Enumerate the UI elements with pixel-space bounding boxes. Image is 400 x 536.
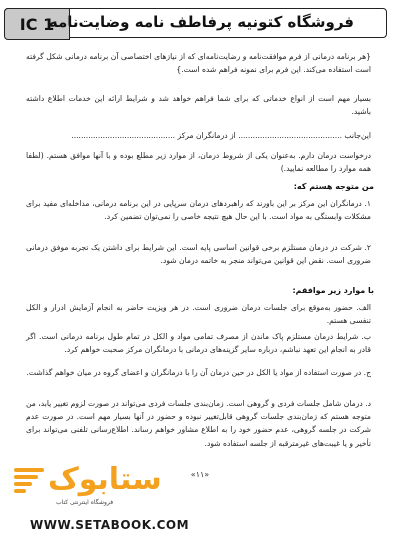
understand-item-2: ۲. شرکت در درمان مستلزم برخی قوانین اساسی پایه است. این شرایط برای داشتن یک تجربه موفق درمانی ضروری است. نقض این قوانین می‌تواند منجر به خاتمه درمان شود. [26, 243, 371, 266]
chapter-title: فروشگاه کتونیه پرفاطف نامه وضایت‌نامه [48, 13, 354, 31]
setabook-logo [14, 462, 164, 512]
agree-item-d: د. درمان شامل جلسات فردی و گروهی است. زمان‌بندی جلسات فردی می‌تواند در صورت لزوم تغییر یابد، من متوجه هستم که زمان‌بندی جلسات گروهی قابل‌تغییر نبوده و حضور در آنها بسیار مهم است. در صورت عدم شرکت در جلسه گروهی، عدم حضور خود را به اطلاع مشاور خواهم رساند. اطلاع‌رسانی تلفنی می‌تواند برای تأخیر و یا غیبت‌های غیرمترقبه از جلسه استفاده شود. [26, 399, 371, 448]
logo-bars-icon [14, 468, 48, 496]
logo-wordmark: ستابوک [48, 462, 162, 497]
agree-item-c: ج. در صورت استفاده از مواد یا الکل در حین درمان آن را با درمانگران و اعضای گروه در میان خواهم گذاشت. [26, 368, 371, 377]
consent-line-2: درخواست درمان دارم. به‌عنوان یکی از شروط درمان، از موارد زیر مطلع بوده و با آنها موافق هستم. (لطفا همه موارد را مطالعه نمایید.) [26, 151, 371, 174]
chapter-header [4, 8, 387, 38]
consent-line-1: این‌جانب ........................................... از درمانگران مرکز ........................................... [71, 131, 371, 140]
website-url: WWW.SETABOOK.COM [30, 518, 190, 532]
understand-item-1: ۱. درمانگران این مرکز بر این باورند که راهبردهای درمان سرپایی در این برنامه درمانی، مداخله‌ای مفید برای مشکلات وابستگی به مواد است. با این حال هیچ نتیجه خاصی را نمی‌توان تضمین کرد. [26, 199, 371, 222]
chapter-badge: IC 1 [4, 8, 70, 40]
agree-item-a: الف. حضور به‌موقع برای جلسات درمان ضروری است. در هر ویزیت حاضر به انجام آزمایش ادرار و الکل تنفسی هستم. [26, 303, 371, 326]
logo-tagline: فروشگاه اینترنتی کتاب [56, 499, 114, 506]
section-heading-agree: با موارد زیر موافقم: [292, 286, 374, 295]
page-number: «۱۱» [190, 470, 210, 479]
section-heading-understand: من متوجه هستم که: [293, 182, 374, 191]
intro-paragraph-2: بسیار مهم است از انواع خدماتی که برای شما فراهم خواهد شد و شرایط ارائه این خدمات اطلاع داشته باشید. [26, 94, 371, 117]
intro-paragraph-1: {هر برنامه درمانی از فرم موافقت‌نامه و رضایت‌نامه‌ای که از نیازهای اختصاصی آن برنامه درمانی شکل گرفته است استفاده می‌کند. این فرم برای نمونه فراهم شده است.} [26, 52, 371, 75]
agree-item-b: ب. شرایط درمان مستلزم پاک ماندن از مصرف تمامی مواد و الکل در تمام طول برنامه درمانی است. اگر قادر به انجام این تعهد نباشم، درباره سایر گزینه‌های درمانی با درمانگران مرکز صحبت خواهم کرد. [26, 332, 371, 355]
